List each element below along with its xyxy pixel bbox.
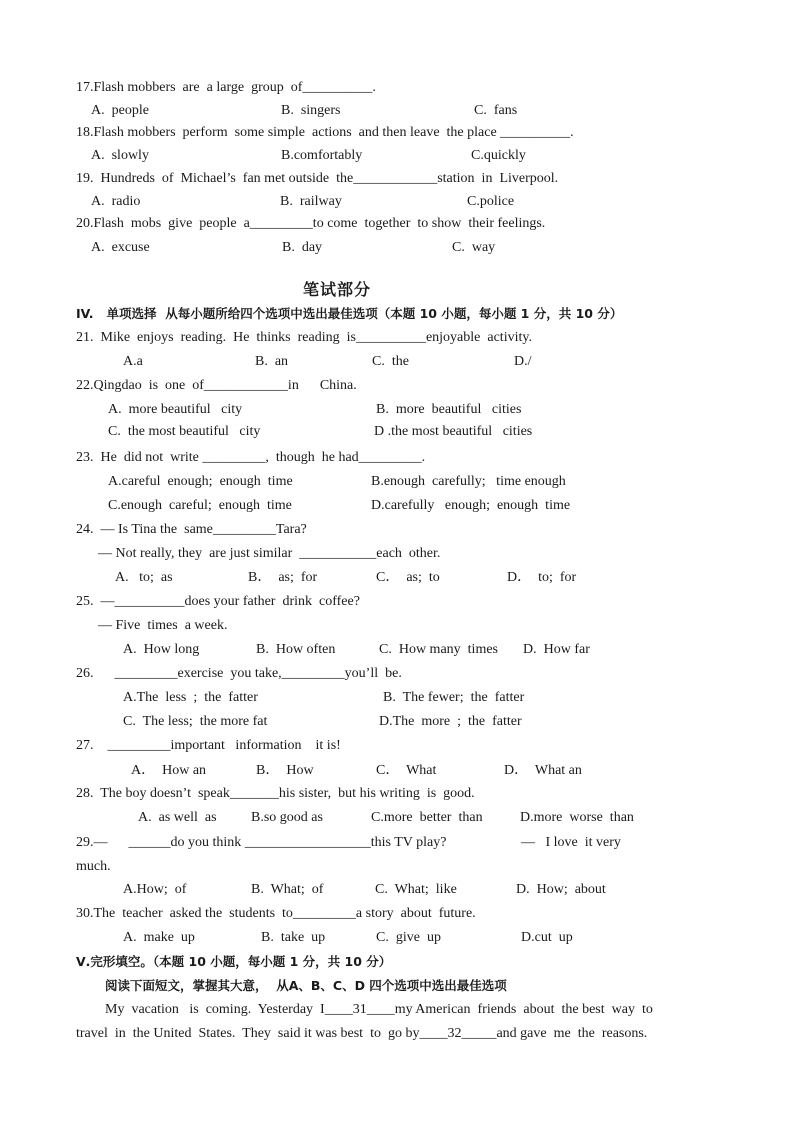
passage-line-1: My vacation is coming. Yesterday I____31____my American friends about the best way to xyxy=(105,1002,653,1017)
q22-option-d: D .the most beautiful cities xyxy=(374,424,533,439)
q28-stem: 28. The boy doesn’t speak_______his sister, but his writing is good. xyxy=(76,786,475,801)
q17-option-a: A. people xyxy=(91,103,149,118)
q30-stem: 30.The teacher asked the students to_________a story about future. xyxy=(76,906,476,921)
q29-stem-line1: 29.— ______do you think __________________this TV play? xyxy=(76,835,447,850)
q23-option-d: D.carefully enough; enough time xyxy=(371,498,571,513)
q20-option-a: A. excuse xyxy=(91,240,150,255)
q24-stem-line1: 24. — Is Tina the same_________Tara? xyxy=(76,522,307,537)
q22-option-a: A. more beautiful city xyxy=(108,402,243,417)
q21-option-c: C. the xyxy=(372,354,409,369)
q25-option-a: A. How long xyxy=(123,642,200,657)
q26-option-a: A.The less ; the fatter xyxy=(123,690,258,705)
q30-option-a: A. make up xyxy=(123,930,195,945)
passage-line-2: travel in the United States. They said it was best to go by____32_____and gave me the reasons. xyxy=(76,1026,648,1041)
q22-option-c: C. the most beautiful city xyxy=(108,424,261,439)
q29-option-a: A.How; of xyxy=(123,882,187,897)
q19-option-b: B. railway xyxy=(280,194,342,209)
q26-option-b: B. The fewer; the fatter xyxy=(383,690,525,705)
written-section-title: 笔试部分 xyxy=(303,282,372,299)
q23-option-b: B.enough carefully; time enough xyxy=(371,474,566,489)
q25-option-c: C. How many times xyxy=(379,642,498,657)
q20-stem: 20.Flash mobs give people a_________to come together to show their feelings. xyxy=(76,216,546,231)
q25-stem-line1: 25. —__________does your father drink coffee? xyxy=(76,594,360,609)
q21-stem: 21. Mike enjoys reading. He thinks reading is__________enjoyable activity. xyxy=(76,330,532,345)
q30-option-d: D.cut up xyxy=(521,930,573,945)
q27-stem: 27. _________important information it is! xyxy=(76,738,341,753)
q29-option-d: D. How; about xyxy=(516,882,606,897)
q25-option-b: B. How often xyxy=(256,642,336,657)
q17-stem: 17.Flash mobbers are a large group of__________. xyxy=(76,80,376,95)
q18-option-c: C.quickly xyxy=(471,148,526,163)
q29-option-b: B. What; of xyxy=(251,882,324,897)
section4-header: IV. 单项选择 从每小题所给四个选项中选出最佳选项（本题 10 小题，每小题 1 分，共 10 分） xyxy=(76,306,623,321)
q29-option-c: C. What; like xyxy=(375,882,457,897)
q18-stem: 18.Flash mobbers perform some simple actions and then leave the place __________. xyxy=(76,125,574,140)
q24-option-a: A. to; as xyxy=(115,570,173,585)
q20-option-c: C. way xyxy=(452,240,496,255)
q28-option-d: D.more worse than xyxy=(520,810,634,825)
q22-stem: 22.Qingdao is one of____________in China. xyxy=(76,378,357,393)
section5-header: Ⅴ.完形填空。（本题 10 小题，每小题 1 分，共 10 分） xyxy=(76,954,392,969)
q27-option-b: B． How xyxy=(256,763,314,778)
q25-stem-line2: — Five times a week. xyxy=(98,618,228,633)
q27-option-c: C． What xyxy=(376,763,437,778)
q17-option-c: C. fans xyxy=(474,103,518,118)
q28-option-a: A. as well as xyxy=(138,810,217,825)
q22-option-b: B. more beautiful cities xyxy=(376,402,522,417)
q27-option-d: D． What an xyxy=(504,763,582,778)
q21-option-d: D./ xyxy=(514,354,532,369)
q28-option-b: B.so good as xyxy=(251,810,323,825)
q29-stem-line1-tail: — I love it very xyxy=(521,835,621,850)
q18-option-b: B.comfortably xyxy=(281,148,363,163)
q19-option-c: C.police xyxy=(467,194,515,209)
q23-option-c: C.enough careful; enough time xyxy=(108,498,292,513)
q18-option-a: A. slowly xyxy=(91,148,149,163)
q29-stem-line2: much. xyxy=(76,859,111,874)
q30-option-c: C. give up xyxy=(376,930,441,945)
q23-option-a: A.careful enough; enough time xyxy=(108,474,293,489)
q24-option-d: D． to; for xyxy=(507,570,577,585)
q24-option-c: C． as; to xyxy=(376,570,440,585)
q26-stem: 26. _________exercise you take,_________you’ll be. xyxy=(76,666,402,681)
q25-option-d: D. How far xyxy=(523,642,590,657)
q21-option-b: B. an xyxy=(255,354,289,369)
q27-option-a: A． How an xyxy=(131,763,207,778)
section5-instructions: 阅读下面短文，掌握其大意， 从A、B、C、D 四个选项中选出最佳选项 xyxy=(105,978,507,993)
q24-stem-line2: — Not really, they are just similar ___________each other. xyxy=(98,546,441,561)
q21-option-a: A.a xyxy=(123,354,143,369)
q26-option-d: D.The more ; the fatter xyxy=(379,714,522,729)
q30-option-b: B. take up xyxy=(261,930,326,945)
q24-option-b: B． as; for xyxy=(248,570,318,585)
q20-option-b: B. day xyxy=(282,240,323,255)
q23-stem: 23. He did not write _________, though he had_________. xyxy=(76,450,426,465)
q19-stem: 19. Hundreds of Michael’s fan met outside the____________station in Liverpool. xyxy=(76,171,559,186)
q26-option-c: C. The less; the more fat xyxy=(123,714,268,729)
q28-option-c: C.more better than xyxy=(371,810,483,825)
q17-option-b: B. singers xyxy=(281,103,341,118)
q19-option-a: A. radio xyxy=(91,194,141,209)
